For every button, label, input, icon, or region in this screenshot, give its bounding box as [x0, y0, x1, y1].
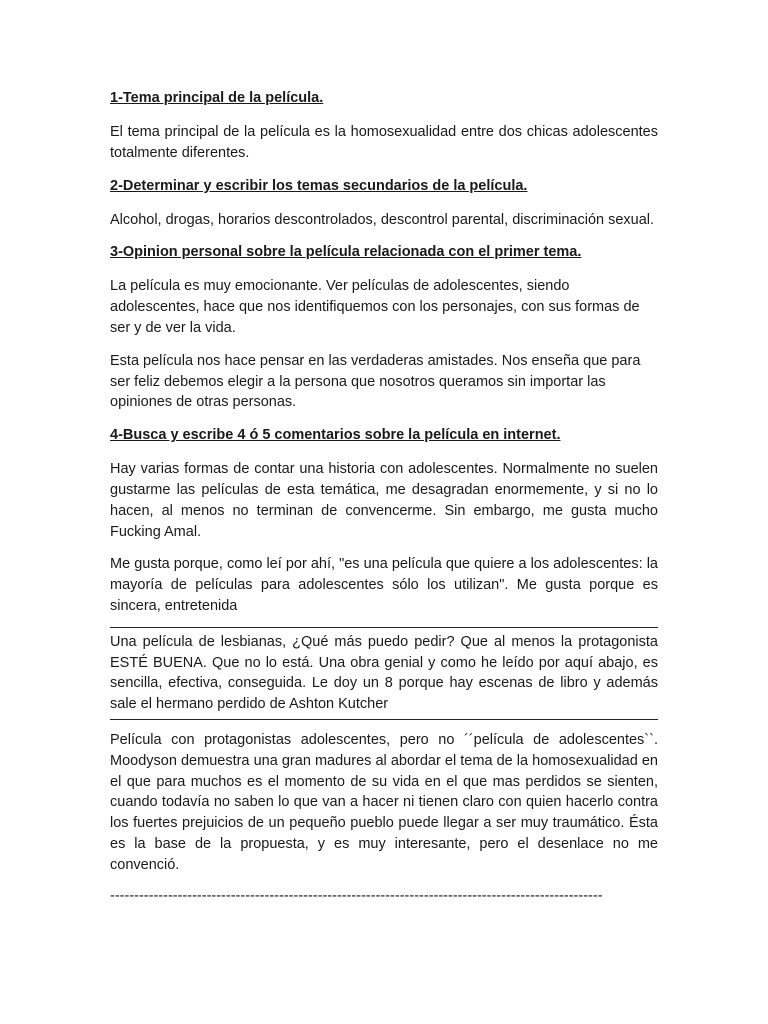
- dashed-separator: ------------------------------------------------------------------------------------------------------: [110, 887, 603, 904]
- section-3-paragraph-1: La película es muy emocionante. Ver películas de adolescentes, siendo adolescentes, hace que nos identifiquemos con los personajes, con sus formas de ser y de ver la vida.: [110, 278, 640, 336]
- section-4-heading: 4-Busca y escribe 4 ó 5 comentarios sobre la película en internet.: [110, 427, 561, 444]
- divider-line: [110, 719, 658, 720]
- comment-2: Me gusta porque, como leí por ahí, "es una película que quiere a los adolescentes: la mayoría de películas para adolescentes sólo los utilizan". Me gusta porque es sincera, entretenida: [110, 556, 658, 614]
- section-2-text: Alcohol, drogas, horarios descontrolados, descontrol parental, discriminación sexual.: [110, 211, 655, 228]
- comment-1: Hay varias formas de contar una historia con adolescentes. Normalmente no suelen gustarme las películas de esta temática, me desagradan enormemente, y si no lo hacen, al menos no terminan de convencerme. Sin embargo, me gusta mucho Fucking Amal.: [110, 461, 658, 540]
- section-3-heading: 3-Opinion personal sobre la película relacionada con el primer tema.: [110, 244, 582, 261]
- section-2-heading: 2-Determinar y escribir los temas secundarios de la película.: [110, 177, 528, 194]
- section-1-heading: 1-Tema principal de la película.: [110, 90, 324, 106]
- comment-4: Película con protagonistas adolescentes, pero no ´´película de adolescentes``. Moodyson demuestra una gran madures al abordar el tema de la homosexualidad en el que para muchos es el momento de su vida en el que mas perdidos se sienten, cuando todavía no saben lo que van a hacer ni tienen claro con quien hacerlo contra los fuertes prejuicios de un pequeño pueblo puede llegar a ser muy traumático. Ésta es la base de la propuesta, y es muy interesante, pero el desenlace no me convenció.: [110, 731, 658, 873]
- section-3-paragraph-2: Esta película nos hace pensar en las verdaderas amistades. Nos enseña que para ser feliz debemos elegir a la persona que nosotros queramos sin importar las opiniones de otras personas.: [110, 352, 641, 411]
- section-1-text: El tema principal de la película es la homosexualidad entre dos chicas adolescentes totalmente diferentes.: [110, 124, 658, 161]
- document-page: [110, 88, 658, 906]
- comment-3: Una película de lesbianas, ¿Qué más puedo pedir? Que al menos la protagonista ESTÉ BUENA. Que no lo está. Una obra genial y como he leído por aquí abajo, es sencilla, efectiva, conseguida. Le doy un 8 porque hay escenas de libro y además sale el hermano perdido de Ashton Kutcher: [110, 633, 658, 713]
